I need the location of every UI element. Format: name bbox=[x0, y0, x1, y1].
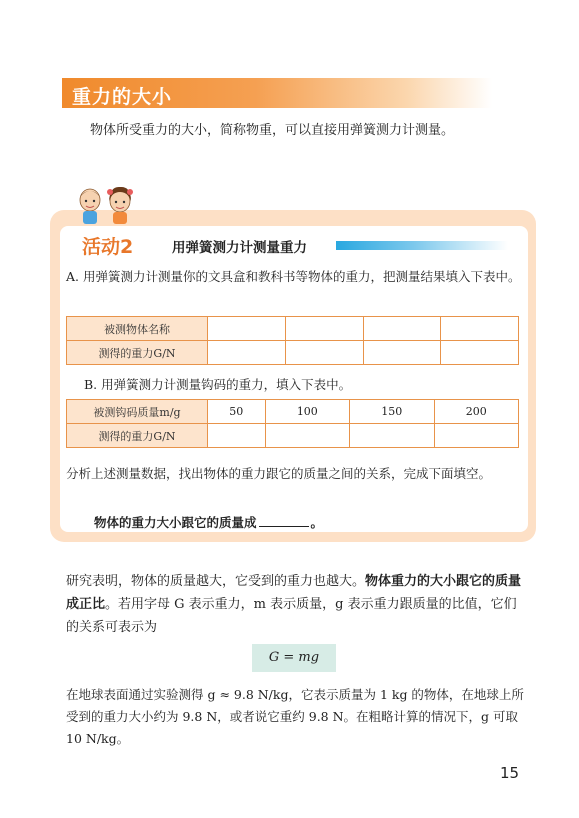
analysis-text: 分析上述测量数据，找出物体的重力跟它的质量之间的关系，完成下面填空。 bbox=[66, 466, 492, 481]
table-cell[interactable] bbox=[285, 341, 363, 365]
formula-box: G = mg bbox=[252, 644, 336, 672]
step-a-text: A. 用弹簧测力计测量你的文具盒和教科书等物体的重力，把测量结果填入下表中。 bbox=[66, 269, 521, 284]
table-cell[interactable] bbox=[208, 341, 286, 365]
step-b-text: B. 用弹簧测力计测量钩码的重力，填入下表中。 bbox=[84, 377, 352, 392]
hook-weight-table bbox=[66, 399, 519, 448]
boy-figure bbox=[80, 189, 100, 224]
table-cell: 50 bbox=[208, 400, 266, 424]
row-header: 测得的重力G/N bbox=[67, 341, 208, 365]
table-cell[interactable] bbox=[441, 317, 519, 341]
table-cell: 100 bbox=[265, 400, 349, 424]
table-row bbox=[67, 317, 519, 341]
table-cell[interactable] bbox=[265, 424, 349, 448]
section-title: 重力的大小 bbox=[72, 86, 173, 108]
table-cell[interactable] bbox=[285, 317, 363, 341]
body-paragraph-1 bbox=[66, 570, 526, 639]
p1-bold: 物体重力的大小跟它的质量成正比 bbox=[66, 574, 522, 612]
girl-figure bbox=[107, 187, 133, 224]
table-cell[interactable] bbox=[208, 424, 266, 448]
table-cell[interactable] bbox=[208, 317, 286, 341]
activity-label: 活动2 bbox=[82, 236, 134, 258]
table-cell[interactable] bbox=[441, 341, 519, 365]
intro-paragraph: 物体所受重力的大小，简称物重，可以直接用弹簧测力计测量。 bbox=[90, 123, 455, 138]
activity-title: 用弹簧测力计测量重力 bbox=[172, 240, 307, 256]
object-weight-table bbox=[66, 316, 519, 365]
table-cell: 200 bbox=[434, 400, 518, 424]
p1-start: 研究表明，物体的质量越大，它受到的重力也越大。 bbox=[66, 574, 366, 589]
table-cell[interactable] bbox=[350, 424, 434, 448]
fill-prefix: 物体的重力大小跟它的质量成 bbox=[94, 515, 257, 530]
table-row bbox=[67, 341, 519, 365]
table-cell[interactable] bbox=[434, 424, 518, 448]
table-row bbox=[67, 400, 519, 424]
row-header: 被测钩码质量m/g bbox=[67, 400, 208, 424]
fill-suffix: 。 bbox=[310, 515, 324, 530]
body-paragraph-2: 在地球表面通过实验测得 g ≈ 9.8 N/kg，它表示质量为 1 kg 的物体，在地球上所受到的重力大小约为 9.8 N，或者说它重约 9.8 N。在粗略计算的情况下，g 可取 10 N/kg。 bbox=[66, 687, 524, 746]
table-cell[interactable] bbox=[363, 341, 441, 365]
fill-blank[interactable] bbox=[259, 514, 309, 527]
row-header: 被测物体名称 bbox=[67, 317, 208, 341]
table-cell[interactable] bbox=[363, 317, 441, 341]
children-illustration bbox=[74, 183, 140, 225]
table-row bbox=[67, 424, 519, 448]
page-number: 15 bbox=[500, 764, 520, 782]
fill-in-sentence bbox=[94, 513, 323, 531]
p1-end: 。若用字母 G 表示重力，m 表示质量，g 表示重力跟质量的比值，它们的关系可表示为 bbox=[66, 597, 517, 635]
table-cell: 150 bbox=[350, 400, 434, 424]
row-header: 测得的重力G/N bbox=[67, 424, 208, 448]
activity-title-bar bbox=[336, 241, 508, 250]
